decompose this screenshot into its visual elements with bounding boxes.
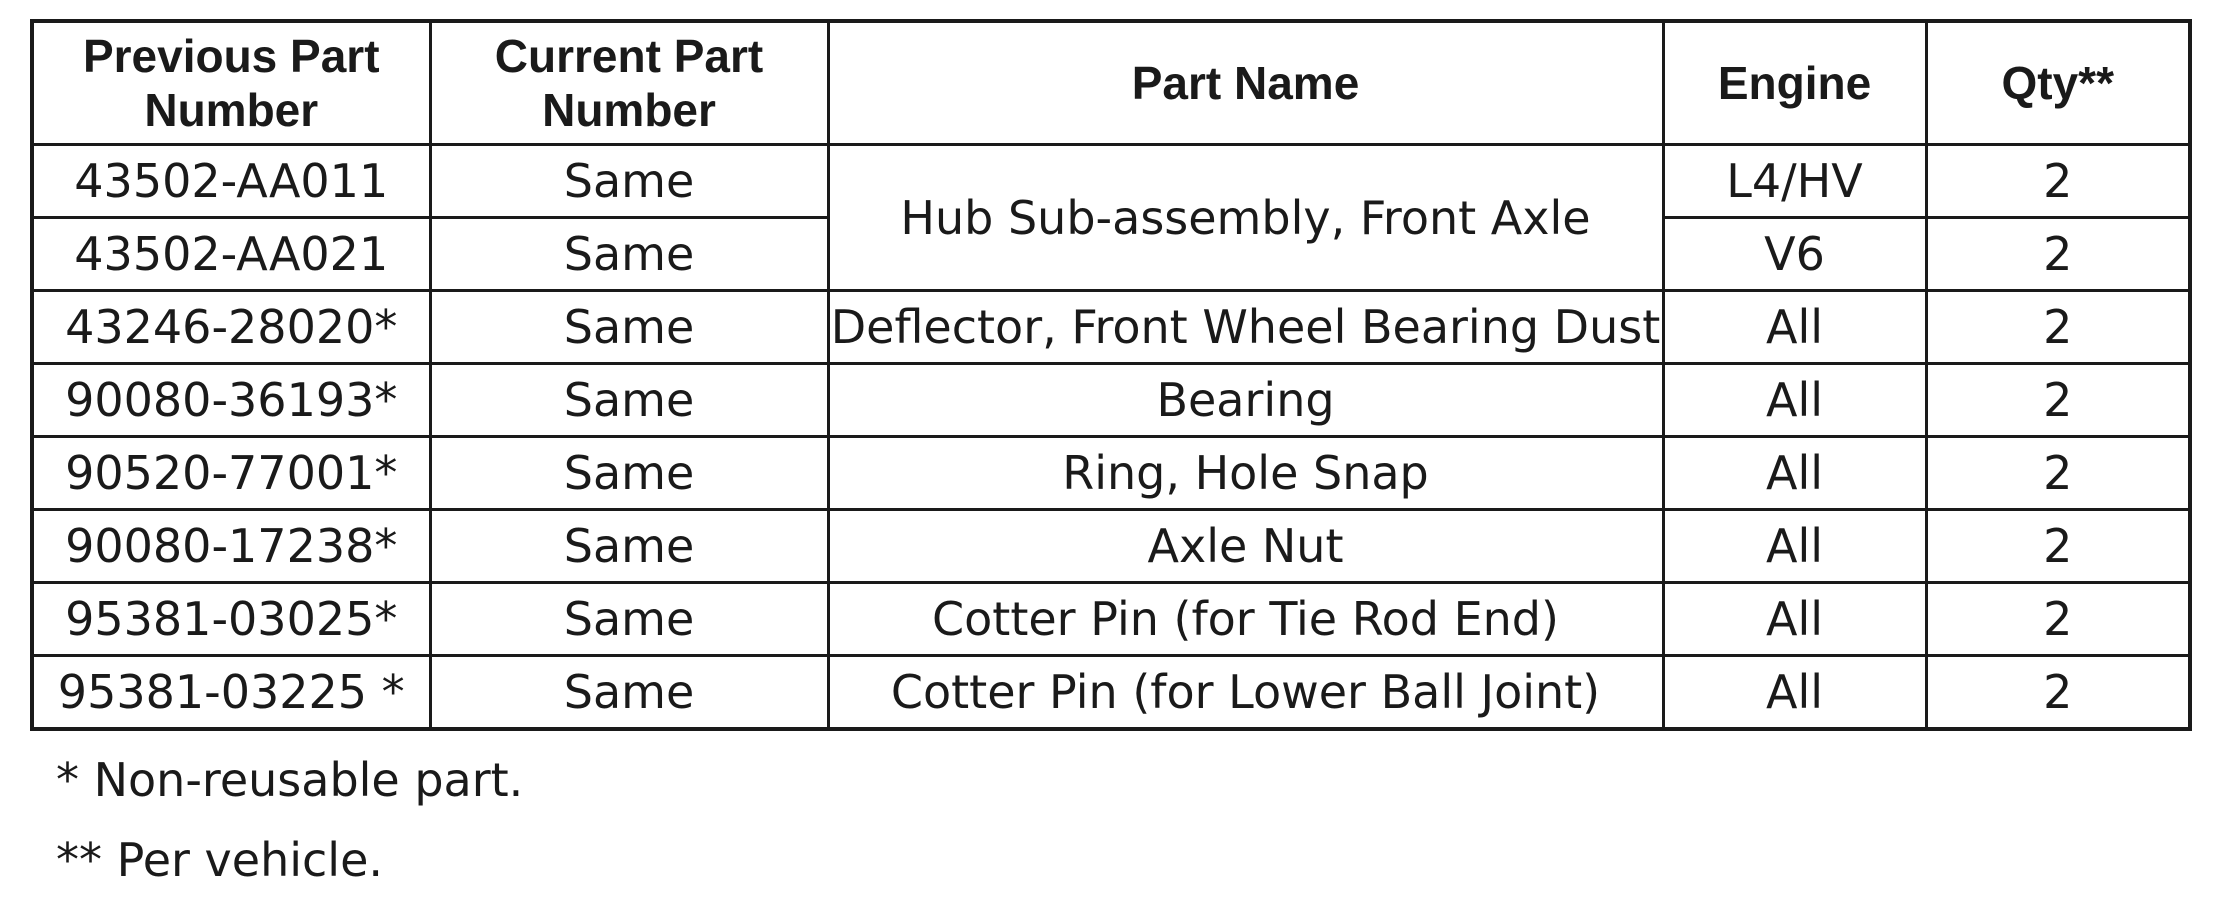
previous-part-cell: 90080-17238* [32, 510, 430, 583]
part-name-cell: Ring, Hole Snap [828, 437, 1663, 510]
qty-cell: 2 [1926, 218, 2190, 291]
qty-cell: 2 [1926, 364, 2190, 437]
table-row [32, 145, 2190, 218]
current-part-cell: Same [430, 583, 828, 656]
engine-cell: L4/HV [1663, 145, 1926, 218]
table-row [32, 364, 2190, 437]
part-name-cell: Bearing [828, 364, 1663, 437]
footnote-per-vehicle: ** Per vehicle. [56, 833, 384, 887]
qty-cell: 2 [1926, 656, 2190, 730]
header-current-line1: Current Part [494, 30, 764, 82]
previous-part-cell: 90080-36193* [32, 364, 430, 437]
previous-part-cell: 95381-03025* [32, 583, 430, 656]
current-part-cell: Same [430, 437, 828, 510]
qty-cell: 2 [1926, 145, 2190, 218]
part-name-cell: Axle Nut [828, 510, 1663, 583]
qty-cell: 2 [1926, 583, 2190, 656]
footnotes [56, 740, 523, 900]
table-row [32, 583, 2190, 656]
header-engine: Engine [1663, 21, 1926, 145]
table-row [32, 291, 2190, 364]
parts-table [30, 19, 2192, 731]
table-row [32, 656, 2190, 730]
header-previous-line1: Previous Part [82, 30, 380, 82]
table-row [32, 437, 2190, 510]
header-part-name: Part Name [828, 21, 1663, 145]
header-previous-line2: Number [144, 84, 319, 136]
qty-cell: 2 [1926, 437, 2190, 510]
engine-cell: V6 [1663, 218, 1926, 291]
header-row [32, 21, 2190, 145]
footnote-non-reusable: * Non-reusable part. [56, 753, 524, 807]
table-row [32, 510, 2190, 583]
header-current-line2: Number [542, 84, 716, 136]
previous-part-cell: 90520-77001* [32, 437, 430, 510]
engine-cell: All [1663, 583, 1926, 656]
header-current-part-number [430, 21, 828, 145]
part-name-cell: Hub Sub-assembly, Front Axle [828, 145, 1663, 291]
current-part-cell: Same [430, 291, 828, 364]
current-part-cell: Same [430, 218, 828, 291]
header-qty: Qty** [1926, 21, 2190, 145]
engine-cell: All [1663, 291, 1926, 364]
engine-cell: All [1663, 364, 1926, 437]
current-part-cell: Same [430, 364, 828, 437]
part-name-cell: Cotter Pin (for Tie Rod End) [828, 583, 1663, 656]
qty-cell: 2 [1926, 291, 2190, 364]
part-name-cell: Deflector, Front Wheel Bearing Dust [828, 291, 1663, 364]
current-part-cell: Same [430, 510, 828, 583]
previous-part-cell: 43502-AA021 [32, 218, 430, 291]
qty-cell: 2 [1926, 510, 2190, 583]
previous-part-cell: 95381-03225 * [32, 656, 430, 730]
part-name-cell: Cotter Pin (for Lower Ball Joint) [828, 656, 1663, 730]
current-part-cell: Same [430, 656, 828, 730]
engine-cell: All [1663, 510, 1926, 583]
engine-cell: All [1663, 656, 1926, 730]
engine-cell: All [1663, 437, 1926, 510]
current-part-cell: Same [430, 145, 828, 218]
header-previous-part-number [32, 21, 430, 145]
previous-part-cell: 43246-28020* [32, 291, 430, 364]
parts-table-container [30, 19, 2192, 731]
previous-part-cell: 43502-AA011 [32, 145, 430, 218]
